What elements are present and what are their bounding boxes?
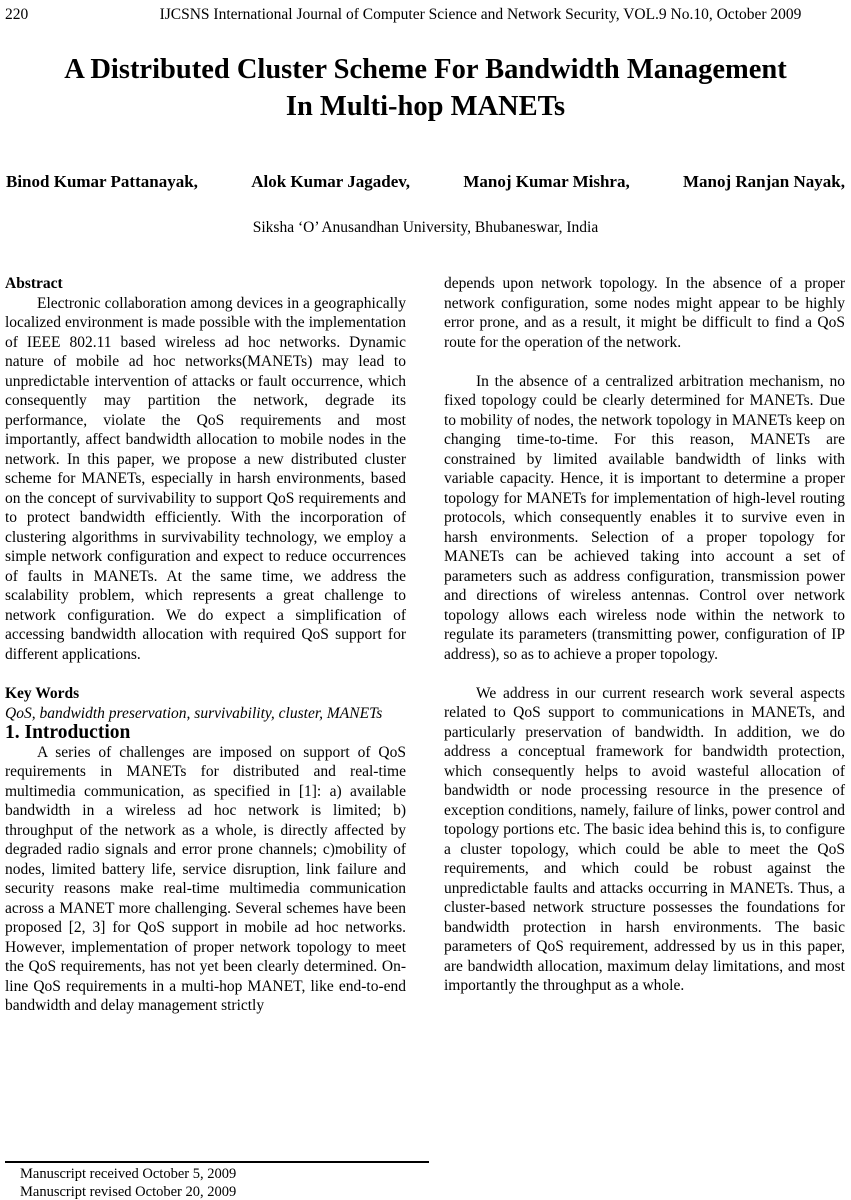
introduction-heading: 1. Introduction (5, 722, 131, 743)
author-name: Binod Kumar Pattanayak, (6, 172, 198, 191)
body-paragraph: We address in our current research work several aspects related to QoS support to communications in MANETs, and particularly preservation of bandwidth. In addition, we do address a conceptual framework for bandwidth protection, which consequently helps to avoid wasteful allocation of bandwidth or node processing resource in the presence of exception conditions, namely, failure of links, power control and topology portions etc. The basic idea behind this is, to configure a cluster topology, which could be able to meet the QoS requirements, and which could be robust against the unpredictable faults and attacks occurring in MANETs. Thus, a cluster-based network structure possesses the foundations for bandwidth protection in harsh environments. The basic parameters of QoS requirement, addressed by us in this paper, are bandwidth allocation, maximum delay limitations, and most importantly the throughput as a whole. (444, 684, 845, 994)
keywords-text: QoS, bandwidth preservation, survivability, cluster, MANETs (5, 704, 383, 722)
manuscript-received: Manuscript received October 5, 2009 (20, 1166, 237, 1182)
body-columns (5, 274, 846, 1016)
abstract-heading: Abstract (5, 275, 63, 292)
paper-title-line1: A Distributed Cluster Scheme For Bandwidth Management (64, 54, 787, 85)
affiliation: Siksha ‘O’ Anusandhan University, Bhubaneswar, India (252, 219, 599, 236)
page-number: 220 (5, 6, 29, 23)
manuscript-footnote (5, 1161, 429, 1200)
manuscript-revised: Manuscript revised October 20, 2009 (20, 1183, 237, 1200)
paper-title-line2: In Multi-hop MANETs (285, 91, 566, 122)
running-head (5, 6, 846, 24)
right-column (444, 274, 845, 1016)
paper-title (5, 51, 846, 125)
author-name: Manoj Kumar Mishra, (463, 172, 630, 191)
body-paragraph: depends upon network topology. In the absence of a proper network configuration, some nodes might appear to be highly error prone, and as a result, it might be difficult to find a QoS route for the operation of the network. (444, 275, 845, 351)
keywords-heading: Key Words (5, 685, 80, 702)
journal-title: IJCSNS International Journal of Computer Science and Network Security, VOL.9 No.10, October 2009 (159, 6, 802, 23)
author-name: Alok Kumar Jagadev, (251, 172, 411, 191)
authors-row (5, 172, 846, 192)
introduction-paragraph: A series of challenges are imposed on support of QoS requirements in MANETs for distributed and real-time multimedia communication, as specified in [1]: a) available bandwidth in a wireless ad hoc network is limited; b) throughput of the network as a whole, is directly affected by degraded radio signals and error prone channels; c)mobility of nodes, limited battery life, service disruption, link failure and security reasons make real-time multimedia communication across a MANET more challenging. Several schemes have been proposed [2, 3] for QoS support in mobile ad hoc networks. However, implementation of proper network topology to meet the QoS requirements, has not yet been clearly determined. On-line QoS requirements in a multi-hop MANET, like end-to-end bandwidth and delay management strictly (5, 743, 406, 1014)
keywords-block (5, 684, 406, 723)
author-name: Manoj Ranjan Nayak, (682, 172, 845, 191)
body-paragraph: In the absence of a centralized arbitration mechanism, no fixed topology could be clearly determined for MANETs. Due to mobility of nodes, the network topology in MANETs keep on changing time-to-time. For this reason, MANETs are constrained by limited available bandwidth of links with variable capacity. Hence, it is important to determine a proper topology for MANETs for implementation of high-level routing protocols, which consequently enables it to survive even in harsh environments. Selection of a proper topology for MANETs can be achieved taking into account a set of parameters such as address configuration, transmission power and directions of wireless antennas. Control over network topology allows each wireless node within the network to regulate its parameters (transmitting power, configuration of IP address), so as to achieve a proper topology. (444, 372, 845, 663)
abstract-text: Electronic collaboration among devices in a geographically localized environment is made possible with the implementation of IEEE 802.11 based wireless ad hoc networks. Dynamic nature of mobile ad hoc networks(MANETs) may lead to unpredictable intervention of attacks or fault occurrence, which consequently may partition the network, degrade its performance, violate the QoS requirements and most importantly, affect bandwidth allocation to mobile nodes in the network. In this paper, we propose a new distributed cluster scheme for MANETs, especially in harsh environments, based on the concept of survivability to support QoS requirements and to protect bandwidth efficiently. With the incorporation of clustering algorithms in survivability technology, we employ a simple network configuration and expect to reduce occurrences of faults in MANETs. At the same time, we address the scalability problem, which represents a great challenge to network configuration. We do expect a simplification of accessing bandwidth allocation with required QoS support for different applications. (5, 294, 406, 663)
left-column (5, 274, 406, 1016)
